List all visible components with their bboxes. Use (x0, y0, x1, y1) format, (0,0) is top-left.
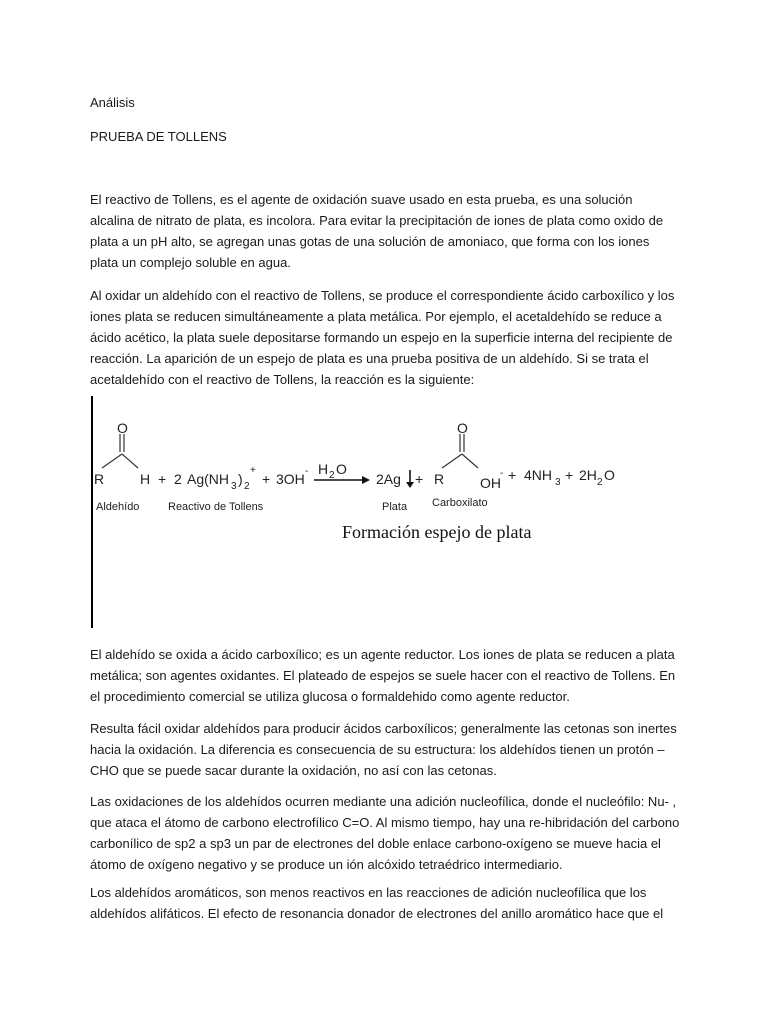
ammonia-formula: 4NH (524, 467, 553, 483)
arrow-label: H (318, 461, 329, 477)
aldehyde-oxygen: O (117, 420, 128, 436)
section-heading: Análisis (90, 95, 135, 110)
ammonia-subscript: 3 (555, 477, 561, 488)
paragraph: El reactivo de Tollens, es el agente de oxidación suave usado en esta prueba, es una solución alcalina de nitrato de plata, es incolora. Para evitar la precipitación de iones de plata como oxido de plata a un pH alto, se agregan unas gotas de una solución de amoniaco, que forma con los iones plata un complejo soluble en agua. (90, 192, 664, 270)
silver-label: Plata (382, 501, 408, 513)
arrow-label-tail: O (336, 461, 347, 477)
hydroxide-charge: - (305, 466, 309, 477)
plus-sign: + (262, 471, 271, 487)
silver-formula: 2Ag (376, 471, 401, 487)
reagent-coefficient: 2 (174, 471, 182, 487)
reaction-arrow (314, 461, 370, 484)
plus-sign: + (508, 467, 517, 483)
water-tail: O (604, 467, 615, 483)
aldehyde-hydrogen: H (140, 471, 151, 487)
reagent-formula: Ag(NH (187, 471, 230, 487)
carboxylate-label: Carboxilato (432, 497, 488, 509)
water-formula: 2H (579, 467, 597, 483)
byproducts (508, 467, 615, 488)
paragraph: Al oxidar un aldehído con el reactivo de Tollens, se produce el correspondiente ácido carboxílico y los iones plata se reducen simultáneamente a plata metálica. Por ejemplo, el acetaldehído se reduce a ácido acético, la plata suele depositarse formando un espejo en la superficie interna del recipiente de reacción. La aparición de un espejo de plata es una prueba positiva de un aldehído. Si se trata el acetaldehído con el reactivo de Tollens, la reacción es la siguiente: (90, 288, 675, 387)
figure-caption: Formación espejo de plata (342, 522, 532, 542)
aldehyde-r-group: R (94, 471, 105, 487)
arrow-label-subscript: 2 (329, 470, 335, 481)
carboxylate-structure (432, 420, 503, 509)
tollens-reagent (158, 465, 264, 513)
reagent-charge: + (250, 465, 256, 476)
reaction-figure (90, 396, 650, 630)
plus-sign: + (415, 471, 424, 487)
hydroxide (262, 466, 308, 487)
paragraph: Resulta fácil oxidar aldehídos para producir ácidos carboxílicos; generalmente las cetonas son inertes hacia la oxidación. La diferencia es consecuencia de su estructura: los aldehídos tienen un protón –CHO que se puede sacar durante la oxidación, no así con las cetonas. (90, 721, 677, 778)
water-subscript: 2 (597, 477, 603, 488)
document-title: PRUEBA DE TOLLENS (90, 129, 227, 144)
reagent-label: Reactivo de Tollens (168, 501, 264, 513)
carboxylate-charge: - (500, 468, 504, 479)
carboxylate-oxygen: O (457, 420, 468, 436)
reagent-subscript: 3 (231, 481, 237, 492)
paragraph: El aldehído se oxida a ácido carboxílico; es un agente reductor. Los iones de plata se reducen a plata metálica; son agentes oxidantes. El plateado de espejos se suele hacer con el reactivo de Tollens. En el procedimiento comercial se utiliza glucosa o formaldehido como agente reductor. (90, 647, 676, 704)
aldehyde-label: Aldehído (96, 501, 140, 513)
carboxylate-r-group: R (434, 471, 445, 487)
silver-product (376, 470, 423, 513)
reaction-diagram (90, 396, 650, 630)
carboxylate-oh: OH (480, 475, 501, 491)
reagent-close-paren: ) (238, 471, 243, 487)
paragraph: Las oxidaciones de los aldehídos ocurren mediante una adición nucleofílica, donde el nucleófilo: Nu- , que ataca el átomo de carbono electrofílico C=O. Al mismo tiempo, hay una re-hibridación del carbono carbonílico de sp2 a sp3 un par de electrones del doble enlace carbono-oxígeno se mueve hacia el átomo de oxígeno negativo y se produce un ión alcóxido tetraédrico intermediario. (90, 794, 680, 872)
paragraph: Los aldehídos aromáticos, son menos reactivos en las reacciones de adición nucleofílica que los aldehídos alifáticos. El efecto de resonancia donador de electrones del anillo aromático hace que el (90, 885, 664, 921)
aldehyde-structure (94, 420, 150, 513)
plus-sign: + (565, 467, 574, 483)
reagent-subscript: 2 (244, 481, 250, 492)
plus-sign: + (158, 471, 167, 487)
hydroxide-formula: 3OH (276, 471, 305, 487)
